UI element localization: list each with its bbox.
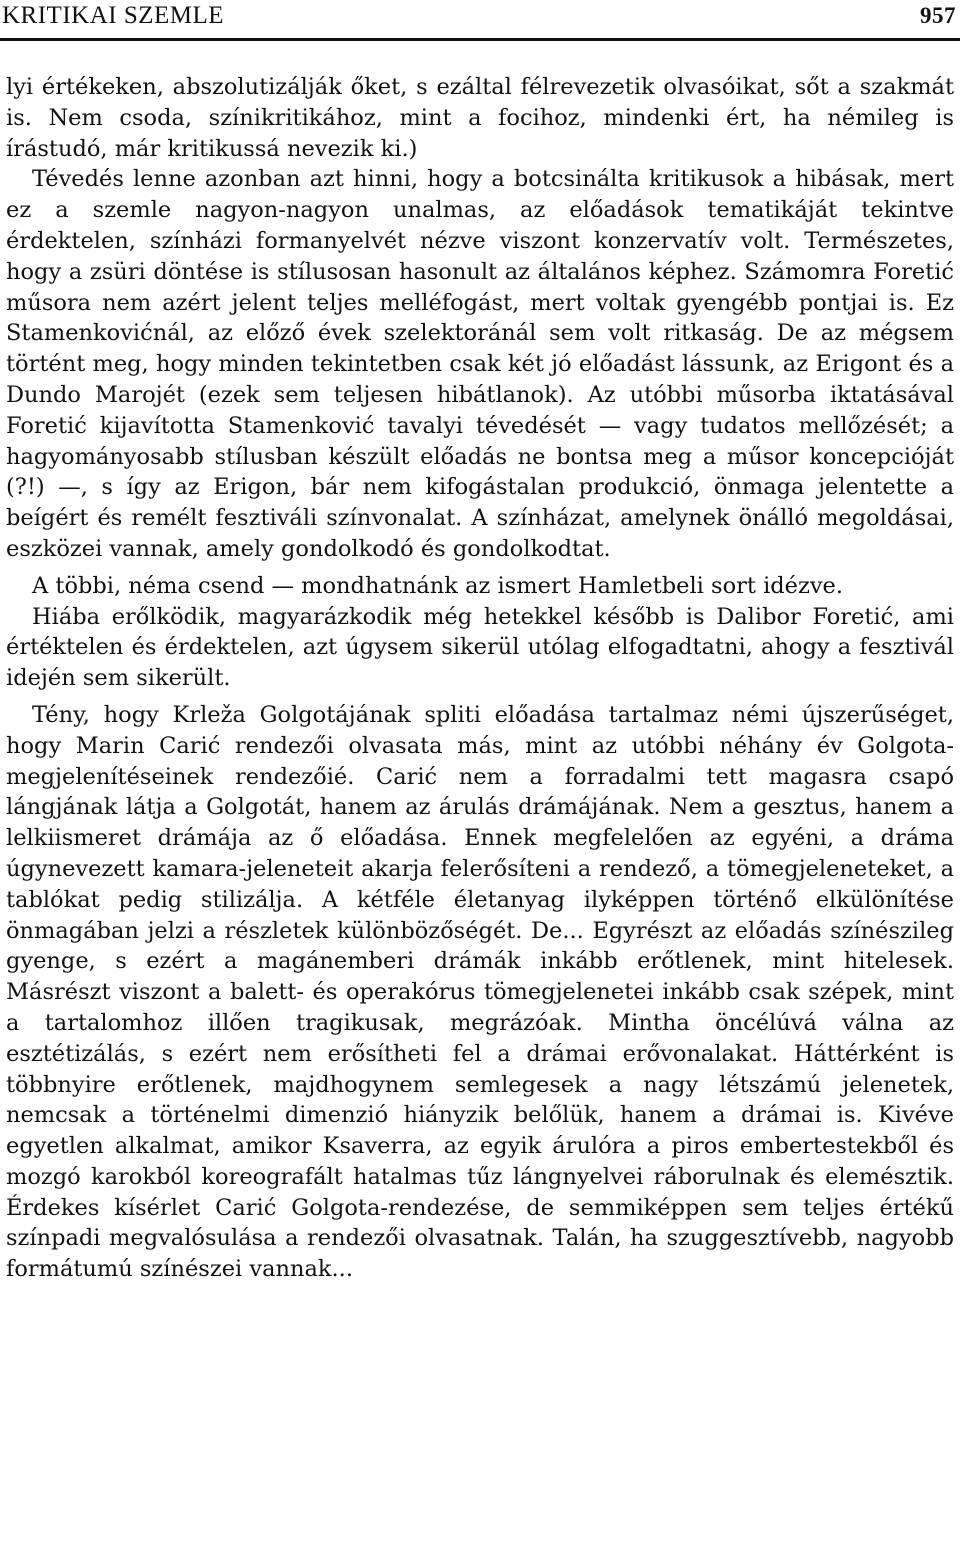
page-number: 957 [920, 3, 956, 28]
paragraph-4: Hiába erőlködik, magyarázkodik még hetekkel később is Dalibor Foretić, ami értéktelen és érdektelen, azt úgysem sikerül utólag elfogadtatni, ahogy a fesztivál idején sem sikerült. [6, 603, 954, 692]
paragraph-2: Tévedés lenne azonban azt hinni, hogy a botcsinálta kritikusok a hibásak, mert ez a szemle nagyon-nagyon unalmas, az előadások tematikáját tekintve érdektelen, színházi formanyelvét nézve viszont konzervatív volt. Természetes, hogy a zsüri döntése is stílusosan hasonult az általános képhez. Számomra Foretić műsora nem azért jelent teljes melléfogást, mert voltak gyengébb pontjai is. Ez Stamenkovićnál, az előző évek szelektoránál sem volt ritkaság. De az mégsem történt meg, hogy minden tekintetben csak két jó előadást lássunk, az Erigont és a Dundo Marojét (ezek sem teljesen hibátlanok). Az utóbbi műsorba iktatásával Foretić kijavította Stamenković tavalyi tévedését — vagy tudatos mellőzését; a hagyományosabb stílusban készült előadás ne bontsa meg a műsor koncepcióját (?!) —, s így az Erigon, bár nem kifogástalan produkció, önmaga jelentette a beígért és remélt fesztiváli színvonalat. A színházat, amelynek önálló megoldásai, eszközei vannak, amely gondolkodó és gondolkodtat. [6, 166, 954, 562]
header-rule [0, 38, 960, 41]
article-body [6, 72, 954, 1285]
paragraph-3: A többi, néma csend — mondhatnánk az ismert Hamletbeli sort idézve. [32, 572, 844, 599]
paragraph-1: lyi értékeken, abszolutizálják őket, s ezáltal félrevezetik olvasóikat, sőt a szakmát is. Nem csoda, színikritikához, mint a focihoz, mindenki ért, ha némileg is írástudó, már kritikussá nevezik ki.) [6, 74, 954, 162]
running-head [2, 2, 956, 30]
journal-name: KRITIKAI SZEMLE [2, 2, 225, 29]
paragraph-5: Tény, hogy Krleža Golgotájának spliti előadása tartalmaz némi újszerűséget, hogy Marin Carić rendezői olvasata más, mint az utóbbi néhány év Golgota-megjelenítéseinek rendezőié. Carić nem a forradalmi tett magasra csapó lángjának látja a Golgotát, hanem az árulás drámájának. Nem a gesztus, hanem a lelkiismeret drámája az ő előadása. Ennek megfelelően az egyéni, a dráma úgynevezett kamara-jeleneteit akarja felerősíteni a rendező, a tömegjeleneteket, a tablókat pedig stilizálja. A kétféle életanyag ilyképpen történő elkülönítése önmagában jelzi a részletek különbözőségét. De... Egyrészt az előadás színészileg gyenge, s ezért a magánemberi drámák inkább erőtlenek, mint hitelesek. Másrészt viszont a balett- és operakórus tömegjelenetei inkább csak szépek, mint a tartalomhoz illően tragikusak, megrázóak. Mintha öncélúvá válna az esztétizálás, s ezért nem erősítheti fel a drámai erővonalakat. Háttérként is többnyire erőtlenek, majdhogynem semlegesek a nagy létszámú jelenetek, nemcsak a történelmi dimenzió hiányzik belőlük, hanem a drámai is. Kivéve egyetlen alkalmat, amikor Ksaverra, az egyik árulóra a piros embertestekből és mozgó karokból koreografált hatalmas tűz lángnyelvei ráborulnak és elemésztik. Érdekes kísérlet Carić Golgota-rendezése, de semmiképpen sem teljes értékű színpadi megvalósulása a rendezői olvasatnak. Talán, ha szuggesztívebb, nagyobb formátumú színészei vannak... [6, 701, 954, 1283]
